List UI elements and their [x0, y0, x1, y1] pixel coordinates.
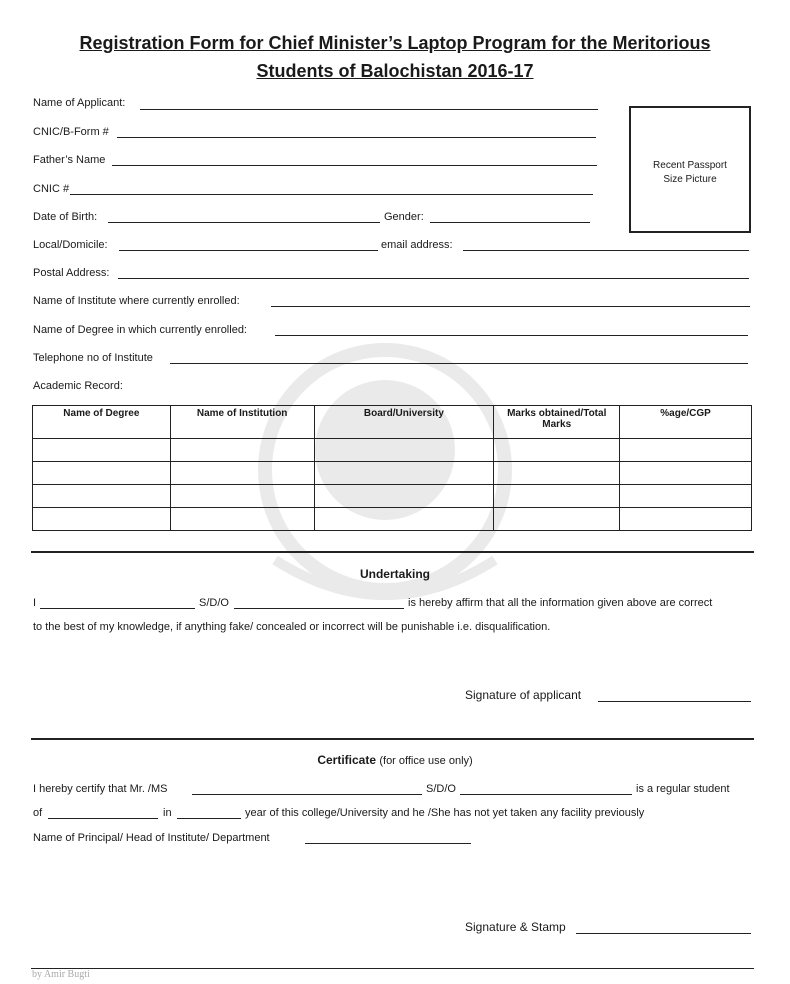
- signature-stamp-field[interactable]: [576, 933, 751, 934]
- certificate-heading-row: [0, 753, 790, 767]
- regular-student-text: is a regular student: [636, 783, 730, 795]
- form-title-line1: Registration Form for Chief Minister’s Laptop Program for the Meritorious: [79, 33, 711, 53]
- telephone-field[interactable]: [170, 363, 748, 364]
- principal-label: Name of Principal/ Head of Institute/ Department: [33, 832, 270, 844]
- col-header-institution: Name of Institution: [170, 406, 314, 439]
- applicant-signature-field[interactable]: [598, 701, 751, 702]
- cnic-bform-field[interactable]: [117, 137, 596, 138]
- table-cell[interactable]: [494, 508, 620, 531]
- name-of-applicant-field[interactable]: [140, 109, 598, 110]
- table-cell[interactable]: [620, 439, 752, 462]
- table-cell[interactable]: [33, 462, 171, 485]
- certify-label: I hereby certify that Mr. /MS: [33, 783, 168, 795]
- institute-field[interactable]: [271, 306, 750, 307]
- fathers-name-field[interactable]: [112, 165, 597, 166]
- section-divider: [31, 738, 754, 740]
- certificate-note: (for office use only): [379, 755, 473, 767]
- table-row: [33, 439, 752, 462]
- email-label: email address:: [381, 239, 453, 251]
- certificate-heading: Certificate: [317, 753, 376, 767]
- email-field[interactable]: [463, 250, 749, 251]
- photo-label-line2: Size Picture: [663, 174, 717, 185]
- gender-field[interactable]: [430, 222, 590, 223]
- table-cell[interactable]: [494, 485, 620, 508]
- academic-record-table: [32, 405, 752, 531]
- table-cell[interactable]: [33, 439, 171, 462]
- photo-label-line1: Recent Passport: [653, 160, 727, 171]
- postal-address-field[interactable]: [118, 278, 749, 279]
- table-cell[interactable]: [620, 508, 752, 531]
- certify-name-field[interactable]: [192, 794, 422, 795]
- certify-year-text: year of this college/University and he /She has not yet taken any facility previously: [245, 807, 645, 819]
- undertaking-sdo-label: S/D/O: [199, 597, 229, 609]
- certify-year-field[interactable]: [177, 818, 241, 819]
- undertaking-name-field[interactable]: [40, 608, 195, 609]
- applicant-signature-label: Signature of applicant: [465, 688, 582, 702]
- domicile-field[interactable]: [119, 250, 378, 251]
- signature-stamp-label: Signature & Stamp: [465, 920, 566, 934]
- institute-label: Name of Institute where currently enrolled:: [33, 295, 240, 307]
- cnic-field[interactable]: [70, 194, 593, 195]
- table-cell[interactable]: [314, 439, 494, 462]
- table-cell[interactable]: [314, 462, 494, 485]
- postal-address-label: Postal Address:: [33, 267, 110, 279]
- table-row: [33, 485, 752, 508]
- undertaking-sdo-field[interactable]: [234, 608, 404, 609]
- domicile-label: Local/Domicile:: [33, 239, 108, 251]
- table-cell[interactable]: [314, 508, 494, 531]
- table-cell[interactable]: [620, 462, 752, 485]
- principal-field[interactable]: [305, 843, 471, 844]
- author-credit: by Amir Bugti: [32, 969, 90, 980]
- degree-label: Name of Degree in which currently enrolled:: [33, 324, 247, 336]
- certify-sdo-label: S/D/O: [426, 783, 456, 795]
- table-row: [33, 508, 752, 531]
- name-of-applicant-label: Name of Applicant:: [33, 97, 126, 109]
- undertaking-affirm-text: is hereby affirm that all the information given above are correct: [408, 597, 713, 609]
- table-cell[interactable]: [170, 485, 314, 508]
- table-cell[interactable]: [170, 439, 314, 462]
- table-cell[interactable]: [314, 485, 494, 508]
- undertaking-line2: to the best of my knowledge, if anything fake/ concealed or incorrect will be punishable i.e. disqualification.: [33, 621, 551, 633]
- certify-of-label: of: [33, 807, 43, 819]
- table-cell[interactable]: [33, 508, 171, 531]
- table-row: [33, 462, 752, 485]
- col-header-percentage: %age/CGP: [620, 406, 752, 439]
- section-divider: [31, 551, 754, 553]
- table-cell[interactable]: [170, 462, 314, 485]
- table-cell[interactable]: [620, 485, 752, 508]
- academic-record-label: Academic Record:: [33, 380, 123, 392]
- telephone-label: Telephone no of Institute: [33, 352, 153, 364]
- degree-field[interactable]: [275, 335, 748, 336]
- col-header-board: Board/University: [314, 406, 494, 439]
- table-cell[interactable]: [494, 462, 620, 485]
- undertaking-i-label: I: [33, 597, 37, 609]
- footer-divider: [31, 968, 754, 969]
- dob-label: Date of Birth:: [33, 211, 98, 223]
- certify-sdo-field[interactable]: [460, 794, 632, 795]
- form-title-line2: Students of Balochistan 2016-17: [256, 61, 534, 81]
- gender-label: Gender:: [384, 211, 424, 223]
- col-header-degree: Name of Degree: [33, 406, 171, 439]
- table-cell[interactable]: [170, 508, 314, 531]
- cnic-label: CNIC #: [33, 183, 70, 195]
- undertaking-heading: Undertaking: [359, 567, 430, 581]
- certify-class-field[interactable]: [48, 818, 158, 819]
- certify-in-label: in: [163, 807, 172, 819]
- fathers-name-label: Father’s Name: [33, 154, 106, 166]
- dob-field[interactable]: [108, 222, 380, 223]
- table-header-row: [33, 406, 752, 439]
- table-cell[interactable]: [494, 439, 620, 462]
- cnic-bform-label: CNIC/B-Form #: [33, 126, 109, 138]
- col-header-marks: Marks obtained/Total Marks: [494, 406, 620, 439]
- table-cell[interactable]: [33, 485, 171, 508]
- passport-photo-box: [629, 106, 751, 233]
